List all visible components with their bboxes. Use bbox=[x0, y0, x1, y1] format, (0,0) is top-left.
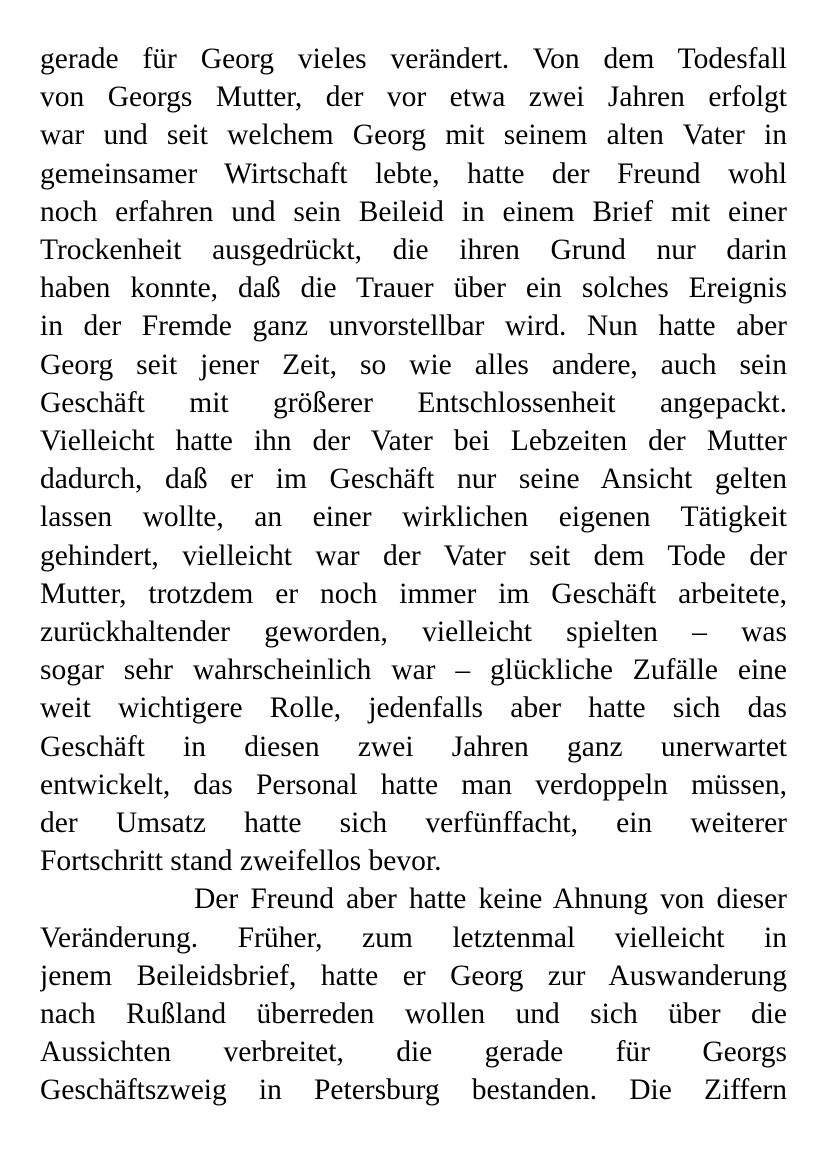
document-page bbox=[40, 40, 787, 1110]
text-line: Veränderung. Früher, zum letztenmal vielleicht in bbox=[40, 921, 787, 954]
text-line: der Umsatz hatte sich verfünffacht, ein weiterer bbox=[40, 807, 787, 840]
text-line: jenem Beileidsbrief, hatte er Georg zur Auswanderung bbox=[40, 959, 787, 992]
text-line: sogar sehr wahrscheinlich war – glückliche Zufälle eine bbox=[40, 654, 787, 687]
text-line: nach Rußland überreden wollen und sich über die bbox=[40, 998, 787, 1031]
text-line: Vielleicht hatte ihn der Vater bei Lebzeiten der Mutter bbox=[40, 425, 787, 458]
text-line: gehindert, vielleicht war der Vater seit dem Tode der bbox=[40, 539, 787, 572]
text-line: lassen wollte, an einer wirklichen eigenen Tätigkeit bbox=[40, 501, 787, 534]
text-line: haben konnte, daß die Trauer über ein solches Ereignis bbox=[40, 272, 787, 305]
text-line: von Georgs Mutter, der vor etwa zwei Jahren erfolgt bbox=[40, 81, 787, 114]
paragraph-1 bbox=[40, 40, 787, 880]
text-line: zurückhaltender geworden, vielleicht spielten – was bbox=[40, 616, 787, 649]
text-line: weit wichtigere Rolle, jedenfalls aber hatte sich das bbox=[40, 692, 787, 725]
text-line: Geschäft mit größerer Entschlossenheit angepackt. bbox=[40, 386, 787, 419]
text-line: in der Fremde ganz unvorstellbar wird. Nun hatte aber bbox=[40, 310, 787, 343]
text-line: war und seit welchem Georg mit seinem alten Vater in bbox=[40, 119, 787, 152]
text-line: Geschäft in diesen zwei Jahren ganz unerwartet bbox=[40, 730, 787, 763]
text-line: Trockenheit ausgedrückt, die ihren Grund nur darin bbox=[40, 234, 787, 267]
text-line: Aussichten verbreitet, die gerade für Georgs bbox=[40, 1036, 787, 1069]
text-line-last: Fortschritt stand zweifellos bevor. bbox=[40, 845, 442, 878]
text-line: gemeinsamer Wirtschaft lebte, hatte der Freund wohl bbox=[40, 157, 787, 190]
paragraph-2 bbox=[40, 880, 787, 1109]
text-line: Geschäftszweig in Petersburg bestanden. Die Ziffern bbox=[40, 1074, 787, 1107]
text-line: noch erfahren und sein Beileid in einem Brief mit einer bbox=[40, 195, 787, 228]
text-line-first: Der Freund aber hatte keine Ahnung von dieser bbox=[194, 883, 787, 916]
text-line: dadurch, daß er im Geschäft nur seine Ansicht gelten bbox=[40, 463, 787, 496]
text-line: entwickelt, das Personal hatte man verdoppeln müssen, bbox=[40, 768, 787, 801]
text-line: Mutter, trotzdem er noch immer im Geschäft arbeitete, bbox=[40, 577, 787, 610]
text-line: gerade für Georg vieles verändert. Von dem Todesfall bbox=[40, 43, 787, 75]
text-line: Georg seit jener Zeit, so wie alles andere, auch sein bbox=[40, 348, 787, 381]
